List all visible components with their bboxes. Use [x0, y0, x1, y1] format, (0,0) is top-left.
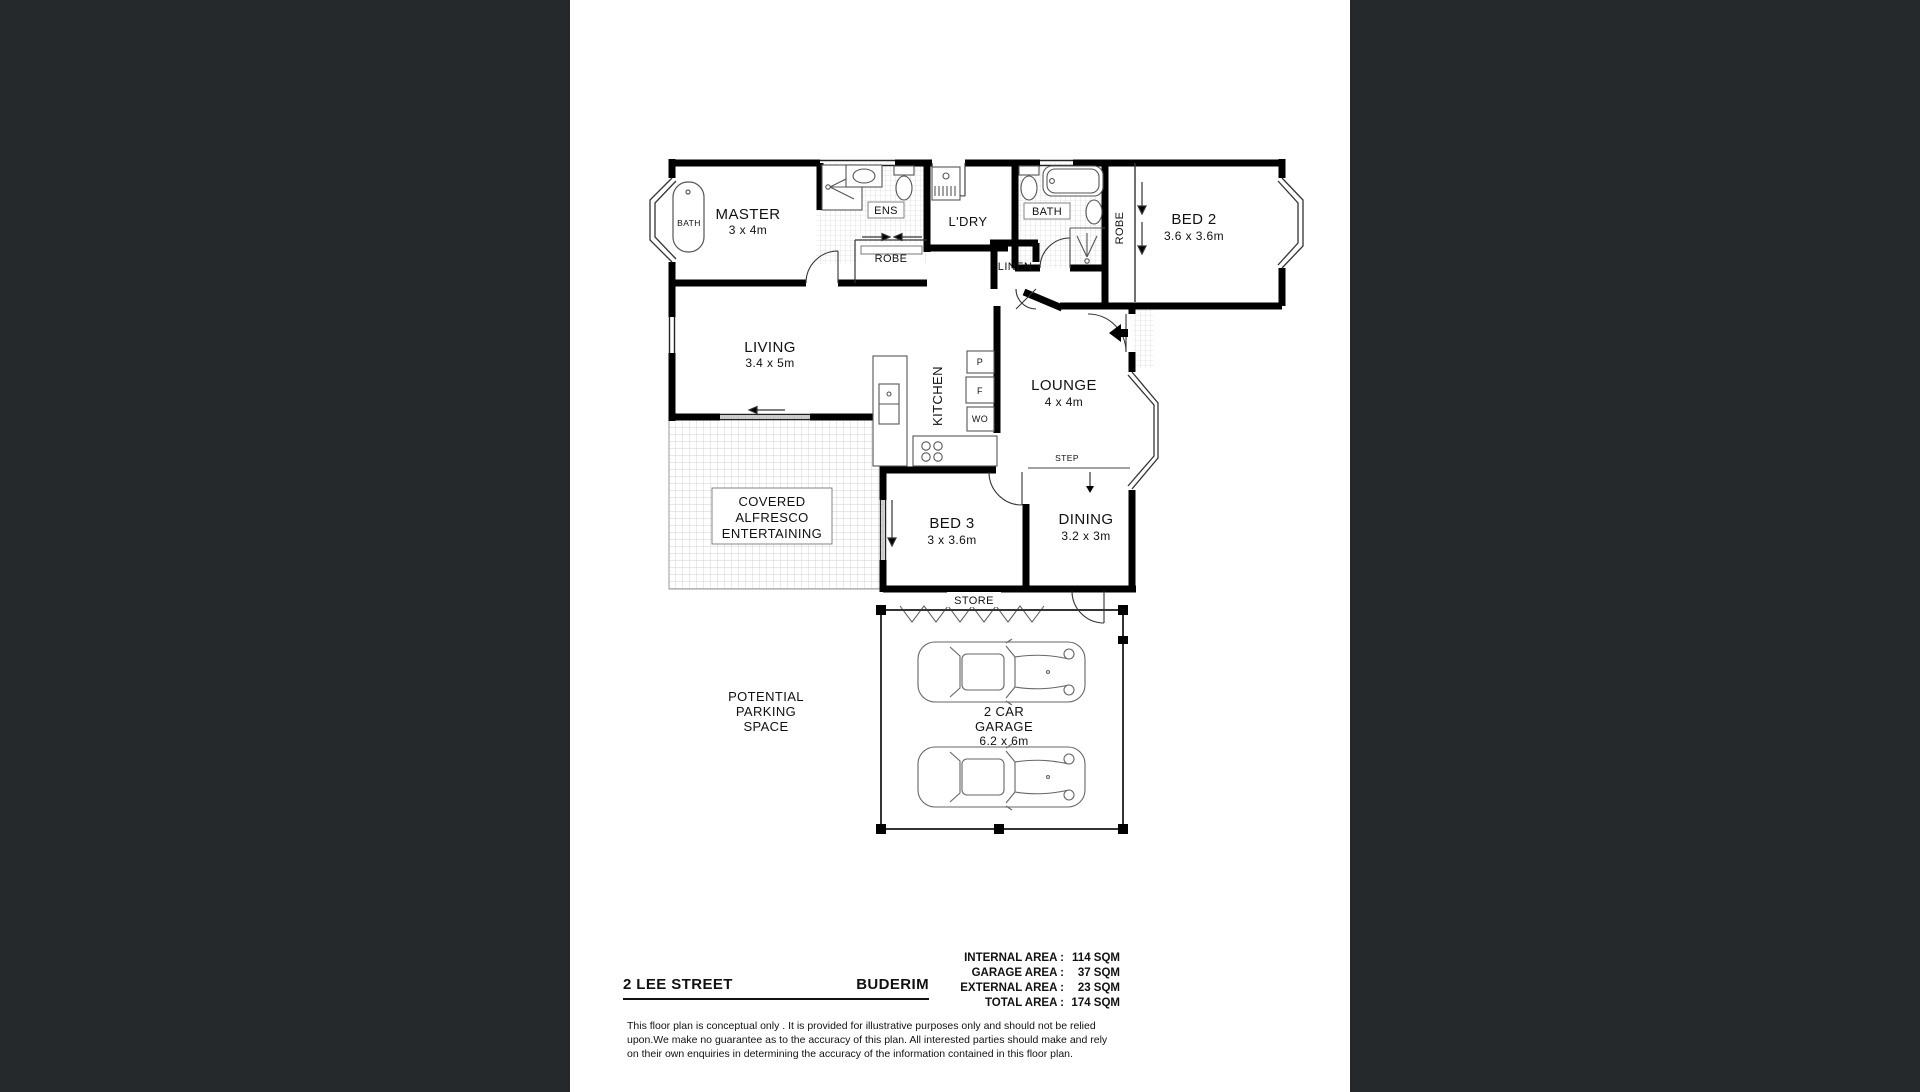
car-icon [918, 639, 1085, 705]
linen-label: LINEN [997, 261, 1033, 273]
area-row [930, 951, 1120, 966]
area-value: 174 SQM [1071, 997, 1120, 1009]
bed2-dims: 3.6 x 3.6m [1163, 229, 1225, 243]
step-detail [1028, 468, 1130, 493]
ensuite-basin-icon [853, 169, 875, 183]
down-arrow-icon [888, 538, 896, 546]
kitchen-label: KITCHEN [930, 366, 945, 426]
down-arrow-icon [1138, 206, 1146, 214]
left-arrow-icon [749, 407, 757, 414]
area-value: 114 SQM [1072, 952, 1120, 964]
garage-pier [876, 605, 886, 615]
master-bathtub-drain-icon [686, 190, 690, 194]
alfresco-label-2: ALFRESCO [735, 510, 809, 525]
car-icon [918, 744, 1085, 810]
disclaimer-text: This floor plan is conceptual only . It is provided for illustrative purposes only and should not be relied upon.We make no guarantee as to the accuracy of this plan. All interested parties should make and rely on their own enquiries in determining the accuracy of the information contained in this floor plan. [627, 1020, 1108, 1060]
kitchen-tap-icon [887, 392, 891, 396]
cooktop-burner-icon [922, 442, 930, 450]
area-row [930, 996, 1120, 1011]
garage-label-1: 2 CAR [983, 704, 1025, 719]
area-label: TOTAL AREA : [984, 997, 1064, 1009]
master-bathtub-label: BATH [677, 218, 701, 228]
entry-porch-floor [1133, 310, 1154, 368]
lounge-bay-window [1128, 372, 1158, 489]
ensuite-toilet-tank-icon [894, 166, 914, 175]
suburb: BUDERIM [856, 976, 929, 993]
bath-shower-rose-icon [1085, 259, 1089, 263]
living-label: LIVING [744, 339, 796, 356]
garage-pier [1118, 605, 1128, 615]
garage-pier [1118, 824, 1128, 834]
parking-label-2: PARKING [735, 704, 797, 719]
living-dims: 3.4 x 5m [745, 356, 795, 370]
cooktop-burner-icon [934, 442, 942, 450]
garage-pier [994, 824, 1004, 834]
pantry-label: P [976, 357, 984, 367]
garage-internal-door [1072, 591, 1104, 623]
parking-label-3: SPACE [743, 719, 789, 734]
alfresco-label-3: ENTERTAINING [721, 526, 823, 541]
cooktop-burner-icon [934, 453, 942, 461]
alfresco-label-1: COVERED [738, 494, 806, 509]
ensuite-toilet-icon [896, 176, 912, 200]
dining-label: DINING [1058, 511, 1114, 528]
area-row [930, 966, 1120, 981]
toilet-icon [1021, 176, 1037, 200]
robe-label: ROBE [874, 253, 908, 265]
laundry-trough-icon [932, 167, 960, 200]
bed2-bay-window [1278, 178, 1303, 268]
step-label: STEP [1055, 453, 1079, 463]
master-bath-fixture [673, 182, 704, 252]
fridge-label: F [977, 386, 983, 396]
bed3-dims: 3 x 3.6m [927, 533, 977, 547]
area-value: 23 SQM [1077, 982, 1120, 994]
floor-plan-svg [570, 0, 1350, 1092]
lounge-label: LOUNGE [1031, 377, 1097, 394]
laundry-fixtures [932, 167, 960, 200]
garage-pier [876, 824, 886, 834]
area-row [930, 981, 1120, 996]
living-window [670, 317, 675, 353]
area-label: INTERNAL AREA : [964, 952, 1064, 964]
garage-label-2: GARAGE [974, 719, 1034, 734]
bed2-robe-label: ROBE [1114, 211, 1126, 245]
entry-arrow-icon [1109, 324, 1128, 342]
down-arrow-icon [1086, 486, 1094, 493]
garage-dims: 6.2 x 6m [979, 734, 1029, 748]
area-label: EXTERNAL AREA : [960, 982, 1064, 994]
master-dims: 3 x 4m [728, 223, 768, 237]
shower-rose-icon [826, 185, 830, 189]
bed3-door [989, 472, 1022, 505]
bed3-label: BED 3 [929, 515, 975, 532]
bed2-label: BED 2 [1171, 211, 1217, 228]
ens-label: ENS [874, 205, 898, 217]
down-arrow-icon [1138, 246, 1146, 254]
address-line [623, 976, 929, 1000]
bath-basin-icon [1086, 200, 1102, 224]
wall-oven-label: WO [971, 414, 989, 424]
store-label: STORE [954, 595, 994, 607]
master-bay-window [650, 178, 676, 262]
bathtub-tap-icon [1050, 179, 1055, 184]
dining-dims: 3.2 x 3m [1061, 529, 1111, 543]
garage-pier [1118, 636, 1128, 644]
toilet-tank-icon [1019, 166, 1039, 175]
master-label: MASTER [715, 206, 781, 223]
cooktop-burner-icon [922, 453, 930, 461]
trough-drain-icon [943, 173, 949, 179]
street-address: 2 LEE STREET [623, 976, 733, 993]
area-value: 37 SQM [1077, 967, 1120, 979]
area-table [930, 951, 1120, 1011]
bath-label: BATH [1031, 206, 1063, 218]
floorplan-sheet [570, 0, 1350, 1092]
area-label: GARAGE AREA : [971, 967, 1064, 979]
store-folding-doors [900, 606, 1044, 622]
parking-label-1: POTENTIAL [728, 689, 804, 704]
laundry-label: L'DRY [948, 214, 988, 229]
lounge-dims: 4 x 4m [1044, 395, 1084, 409]
